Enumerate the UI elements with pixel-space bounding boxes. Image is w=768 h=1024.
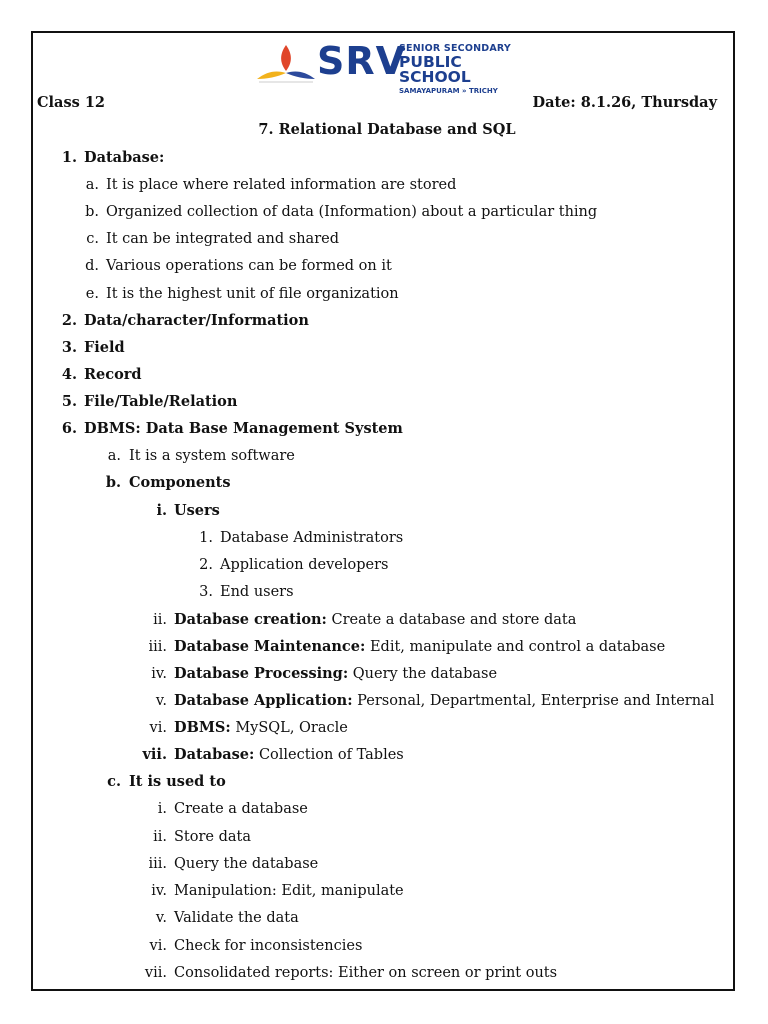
date-label: Date: 8.1.26, Thursday: [532, 94, 717, 111]
logo-school-name: [399, 44, 515, 95]
logo-line1: SENIOR SECONDARY: [399, 43, 511, 54]
document-page: SRV SENIOR SECONDARY PUBLIC SCHOOL SAMAYAPURAM » TRICHY Class 12 Date: 8.1.26, Thursday 7. Relational Database and SQL 1. Database: a. It is place where related information are stored b. Organized collection of data (Information) about a particular thing c. It can be integrated and shared d. Various operations can be formed on it e. It is the highest unit of file organization 2. Data/character/Information 3. Field 4. Record 5. File/Table/Relation 6. DBMS: Data Base Management System a. It is a system software b. Components i. Users 1. Database Administrators 2. Application developers 3. End users ii. Database creation: Create a database and store data iii. Database Maintenance: Edit, manipulate and control a database iv. Database Processing: Query the database v. Database Application: Personal, Departmental, Enterprise and Internal vi. DBMS: MySQL, Oracle vii. Database: Collection of Tables c. It is used to i. Create a database ii. Store data iii. Query the database iv. Manipulation: Edit, manipulate v. Validate the data vi. Check for inconsistencies vii. Consolidated reports: Either on screen or print outs: [31, 31, 735, 991]
logo-line3: SAMAYAPURAM » TRICHY: [399, 86, 498, 95]
flame-emblem-icon: [255, 41, 317, 85]
logo-line2: PUBLIC SCHOOL: [399, 52, 471, 86]
class-label: Class 12: [37, 94, 105, 111]
school-logo: [255, 39, 515, 95]
logo-srv-text: SRV: [317, 39, 407, 83]
page-title: 7. Relational Database and SQL: [258, 121, 516, 138]
